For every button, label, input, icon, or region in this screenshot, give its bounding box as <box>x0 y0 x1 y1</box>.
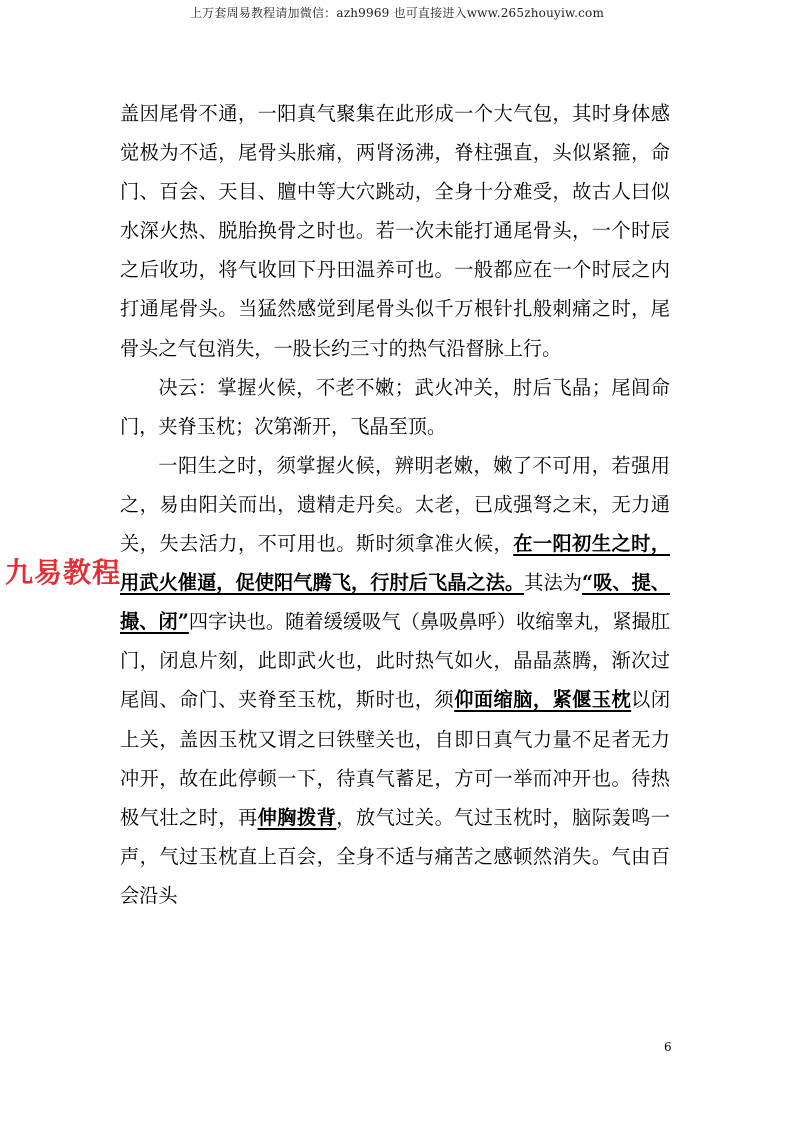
paragraph-3-text-5: ，放气过关。气过玉枕时，脑际轰鸣一声，气过玉枕直上百会，全身不适与痛苦之感顿然消失。气由百会沿头 <box>120 805 671 907</box>
page-number: 6 <box>664 1040 672 1054</box>
emphasis-text-2: “吸、提、撮、闭” <box>120 571 670 634</box>
emphasis-text-3: 仰面缩脑，紧偃玉枕 <box>454 688 632 712</box>
paragraph-2: 决云：掌握火候，不老不嫩；武火冲关，肘后飞晶；尾闾命门，夹脊玉枕；次第渐开，飞晶至顶。 <box>120 375 670 438</box>
page-header: 上万套周易教程请加微信：azh9969 也可直接进入www.265zhouyiw.com <box>189 6 605 20</box>
paragraph-3 <box>120 446 670 915</box>
paragraph-3-text-3: 四字诀也。随着缓缓吸气（鼻吸鼻呼）收缩睾丸，紧撮肛门，闭息片刻，此即武火也，此时热气如火，晶晶蒸腾，渐次过尾闾、命门、夹脊至玉枕，斯时也，须 <box>120 610 671 712</box>
watermark-logo: 九易教程 <box>5 556 122 589</box>
emphasis-text-1: 在一阳初生之时，用武火催逼，促使阳气腾飞，行肘后飞晶之法。 <box>120 532 671 595</box>
emphasis-text-4: 伸胸拨背 <box>257 805 337 829</box>
document-body <box>120 94 670 915</box>
paragraph-3-text-1: 一阳生之时，须掌握火候，辨明老嫩，嫩了不可用，若强用之，易由阳关而出，遗精走丹矣。太老，已成强弩之末，无力通关，失去活力，不可用也。斯时须拿准火候， <box>120 453 670 556</box>
paragraph-3-text-2: 其法为 <box>524 571 582 595</box>
paragraph-3-text-4: 以闭上关，盖因玉枕又谓之曰铁壁关也，自即日真气力量不足者无力冲开，故在此停顿一下，待真气蓄足，方可一举而冲开也。待热极气壮之时，再 <box>120 688 671 829</box>
paragraph-1: 盖因尾骨不通，一阳真气聚集在此形成一个大气包，其时身体感觉极为不适，尾骨头胀痛，两肾汤沸，脊柱强直，头似紧箍，命门、百会、天目、膻中等大穴跳动，全身十分难受，故古人曰似水深火热、脱胎换骨之时也。若一次未能打通尾骨头，一个时辰之后收功，将气收回下丹田温养可也。一般都应在一个时辰之内打通尾骨头。当猛然感觉到尾骨头似千万根针扎般刺痛之时，尾骨头之气包消失，一股长约三寸的热气沿督脉上行。 <box>120 102 670 360</box>
